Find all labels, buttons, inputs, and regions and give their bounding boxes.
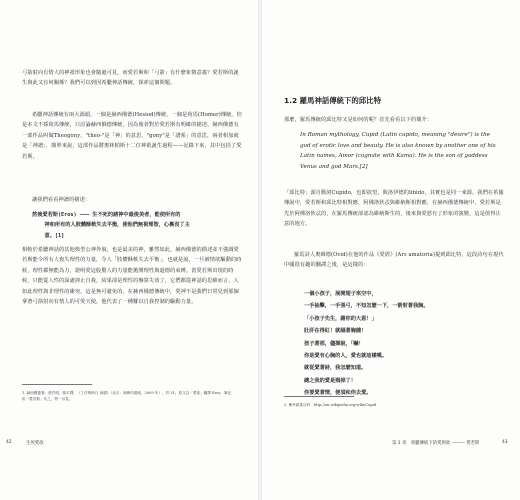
page-number-left: 42 — [6, 440, 12, 445]
footnote-rule-right — [284, 396, 354, 397]
theogony-quote: 然後愛若斯(Eros) ——— 生不死的諸神中最俊美者，能使所有的 神和所有的人肢體酥軟失去平衡，使他們無視理智，心裏沒了主 意。[1] — [32, 212, 190, 239]
left-paragraph-2: 希臘神話傳統有兩大源頭，一個是赫西俄德(Hesiod)傳統，一個是荷馬(Homer)傳統。但是本文不採荷馬傳統，只討論赫西俄德傳統，因為後者對於愛若斯有明確的描述。赫西俄德有一部作品叫做Theogony，"theo-"是「神」的意思，"gony"是「譜系」的意思，兩者相加就是「神譜」，簡單來說，這部作品將奧林帕斯十二位神祇誕生過程——記錄下來，其中包括了愛若斯。 — [22, 112, 242, 160]
right-paragraph-2: 羅馬詩人奧維德(Ovid)在他的作品《愛經》(Ars amatoria)提到邱比特，這段詩句在現代中國很有趣的翻譯之後，是這樣的： — [284, 252, 504, 269]
left-paragraph-1: 弓箭射向有情人的神祇形象也會隨處可見，而愛若斯和「弓箭」有什麼象徵意義？愛若斯的誕生與此又有何關係？我們可以到因希臘神話傳統，探索這個問題。 — [22, 70, 239, 87]
english-quote: In Roman mythology, Cupid (Latin cupido, meaning "desire") is the god of erotic love and beauty. He is also known by another one of his Latin names, Amor (cognate with Kama). He is the son of goddess Venus and god Mars.[2] — [300, 132, 496, 170]
left-paragraph-3: 讓我們看看神譜的描述： — [32, 197, 91, 203]
right-page — [262, 0, 520, 500]
footnote-rule — [22, 384, 92, 385]
ovid-poem: 一個小孩子，展開翅子來空中， 一手抽擊，一手張弓，不知怎麼一下，一箭射著我胸。 「小孩子先生，謝你的大恩！」 肚肝在得紅！就隔著胸脯！ 孩子著那，儘揮說，「嚇！ 你是愛有心胸的人，愛也就這樣嘆。 就從愛著詩，我怎麼知道。 總之我的愛是殞掉了！ 你要愛著情，便須和你去愛。 — [304, 291, 429, 397]
left-page — [0, 0, 258, 500]
page-number-right: 43 — [502, 440, 508, 445]
footnote-1: 1. 赫西俄德著；張竹明、蔣平譯，《工作與時日 神譜》（北京：商務印書館，2009 年），頁 31。原文以「愛欲」翻譯 Eros，筆記用「愛若斯」代之，特一另見。 — [22, 391, 232, 402]
left-paragraph-4: 相較於希臘神話的其他典型公神外貌，也是最美的神，雖然如此，赫西俄德的描述並不強調愛若斯能令所有人喪失理性的力量，令人「肢體酥軟失去平衡」，也就是說，一旦被情欲驅動的時候，理性都無能為力，證明愛這股驚人的力量能拋開理性與道德的束縛。當愛若斯出現的時候，只能從人性的深處抑止自我，結果卻是理性的盤算失效了，它們都從神話的思維而言，人如此理性與非理性的衝突，這是無可避免的。在赫西俄德傳統中，愛神不是我們日常見到那個拿著弓箭射向有情人的可愛天使，他代表了一種難以自我控制的驅動力量。 — [22, 247, 242, 306]
running-title-left: 生死愛欲 — [26, 441, 44, 446]
right-intro: 那麼，羅馬傳統的邱比特又是如何的呢？首先看看以下的簡介： — [284, 117, 433, 123]
section-heading: 1.2 羅馬神話傳統下的邱比特 — [284, 96, 381, 105]
footnote-2: 2. 參考維基百科：http://en.wikipedia.org/wiki/Cupid — [284, 403, 377, 407]
right-paragraph-1: 「邱比特」源自動詞Cupido，也即欲望，與洛伊德的libido，其實也是同一來源。我們在希羅傳說中，愛若斯和邱比特相對應，阿佛洛狄忒與維納斯相對應，在赫西俄德傳統中，愛若斯是先於阿佛洛狄忒的，在羅馬傳統卻認為維納斯生的，後來與愛慾有了形象的演變，這是值得注意的地方。 — [284, 190, 504, 228]
running-title-right: 第 1 章 希臘傳統下的愛與欲 ——— 愛若斯 — [392, 441, 480, 446]
